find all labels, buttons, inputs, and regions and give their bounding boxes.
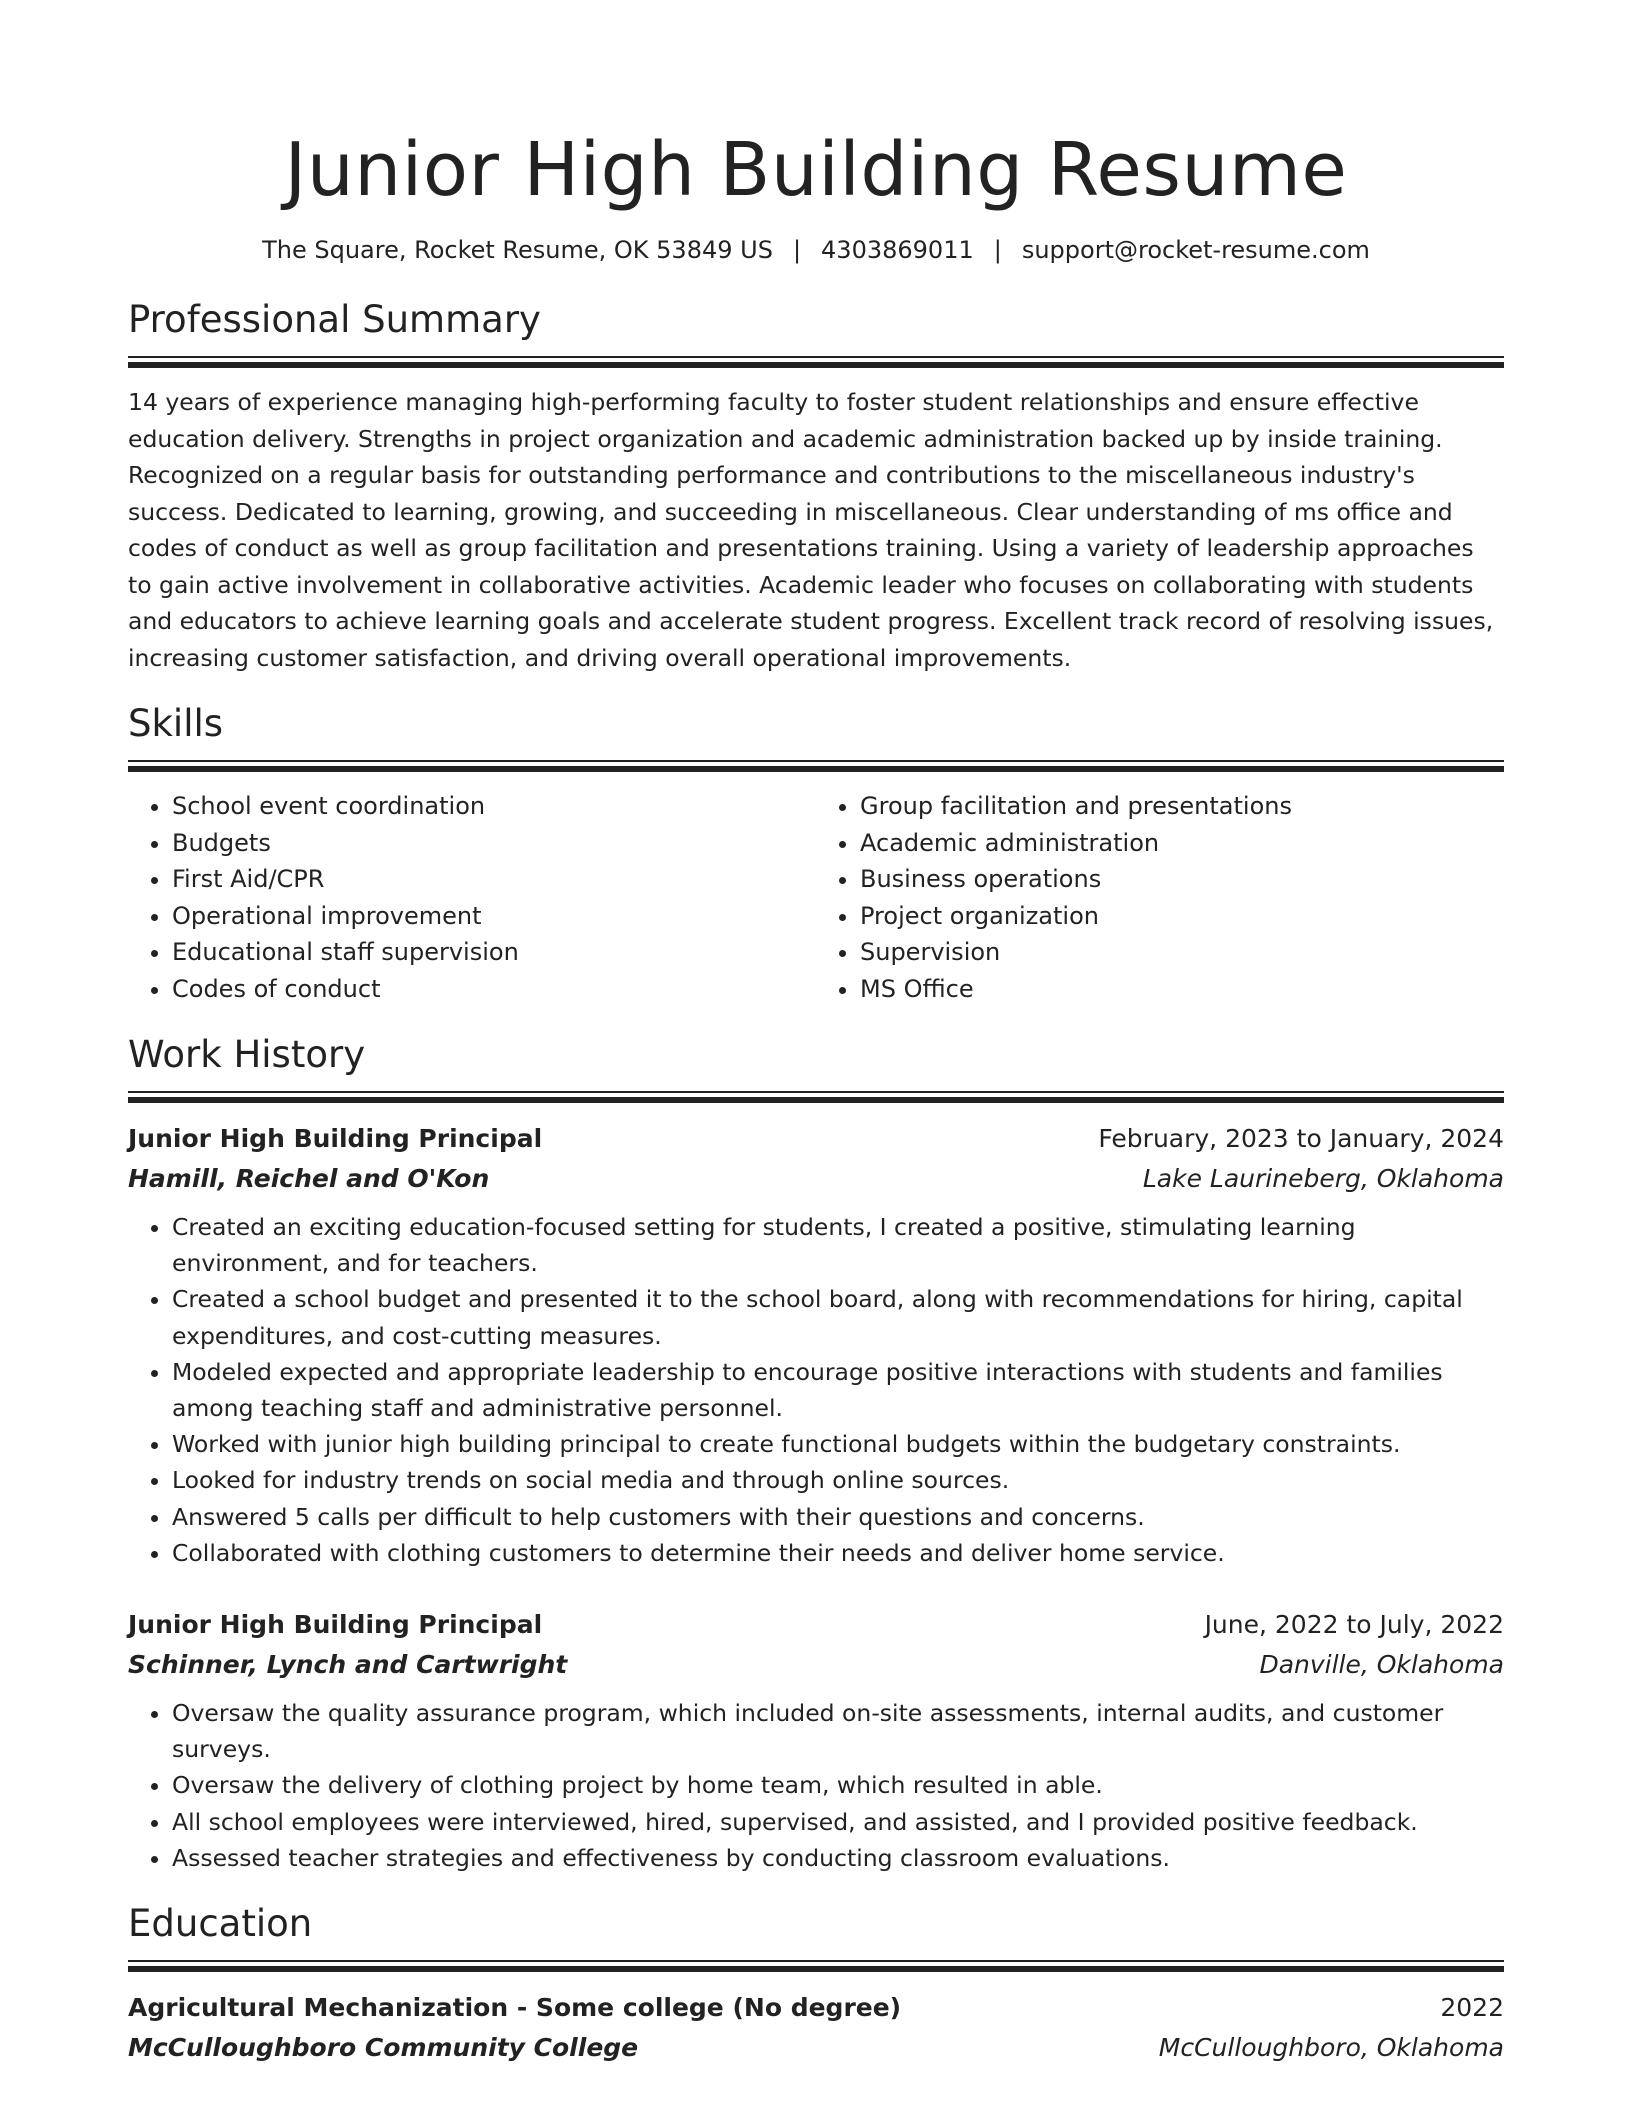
skill-item: • School event coordination xyxy=(172,788,816,825)
education-school: McCulloughboro Community College xyxy=(128,2033,639,2063)
job-dates: June, 2022 to July, 2022 xyxy=(1204,1610,1504,1640)
summary-text: 14 years of experience managing high-performing faculty to foster student relationships and ensure effective education delivery. Strengths in project organization and academic administration backed up by inside training. Recognized on a regular basis for outstanding performance and contributions to the miscellaneous industry's success. Dedicated to learning, growing, and succeeding in miscellaneous. Clear understanding of ms office and codes of conduct as well as group facilitation and presentations training. Using a variety of leadership approaches to gain active involvement in collaborative activities. Academic leader who focuses on collaborating with students and educators to achieve learning goals and accelerate student progress. Excellent track record of resolving issues, increasing customer satisfaction, and driving overall operational improvements. xyxy=(128,388,1494,672)
section-divider xyxy=(128,1960,1504,1972)
summary-heading: Professional Summary xyxy=(128,298,541,341)
education-section xyxy=(128,1900,1504,2068)
skill-item: • Group facilitation and presentations xyxy=(860,788,1504,825)
job-bullet: • Created a school budget and presented it to the school board, along with recommendations for hiring, capital expenditures, and cost-cutting measures. xyxy=(172,1281,1504,1353)
contact-separator: | xyxy=(792,236,802,264)
education-school-row xyxy=(128,2028,1504,2068)
skill-item: • Educational staff supervision xyxy=(172,934,816,971)
skills-list-right xyxy=(816,788,1504,1007)
skill-item: • Project organization xyxy=(860,898,1504,935)
skill-item: • Codes of conduct xyxy=(172,971,816,1008)
job-location: Danville, Oklahoma xyxy=(1259,1650,1504,1680)
education-year: 2022 xyxy=(1440,1993,1504,2023)
job-dates: February, 2023 to January, 2024 xyxy=(1098,1124,1504,1153)
job-bullets xyxy=(128,1209,1504,1571)
work-history-section xyxy=(128,1031,1504,1876)
skill-item: • Supervision xyxy=(860,934,1504,971)
contact-email: support@rocket-resume.com xyxy=(1021,236,1370,264)
job-location: Lake Laurineberg, Oklahoma xyxy=(1142,1164,1504,1193)
skill-item: • Operational improvement xyxy=(172,898,816,935)
job-title: Junior High Building Principal xyxy=(128,1610,543,1640)
section-divider xyxy=(128,356,1504,368)
skill-item: • MS Office xyxy=(860,971,1504,1008)
job-bullets xyxy=(128,1695,1504,1876)
education-entry xyxy=(128,1988,1504,2068)
skills-section xyxy=(128,700,1504,1007)
education-location: McCulloughboro, Oklahoma xyxy=(1158,2033,1504,2063)
job-entry xyxy=(128,1119,1504,1571)
job-header-row xyxy=(128,1605,1504,1645)
contact-address: The Square, Rocket Resume, OK 53849 US xyxy=(262,236,773,264)
skill-item: • First Aid/CPR xyxy=(172,861,816,898)
contact-separator: | xyxy=(993,236,1002,264)
summary-section xyxy=(128,296,1504,676)
job-bullet: • Modeled expected and appropriate leadership to encourage positive interactions with students and families among teaching staff and administrative personnel. xyxy=(172,1354,1504,1426)
job-bullet: • Looked for industry trends on social media and through online sources. xyxy=(172,1462,1504,1498)
job-company-row xyxy=(128,1645,1504,1685)
education-heading: Education xyxy=(128,1902,313,1946)
job-bullet: • Oversaw the delivery of clothing project by home team, which resulted in able. xyxy=(172,1767,1504,1803)
skill-item: • Academic administration xyxy=(860,825,1504,862)
skill-item: • Budgets xyxy=(172,825,816,862)
skills-grid xyxy=(128,788,1504,1007)
skills-heading: Skills xyxy=(128,702,224,745)
job-bullet: • Answered 5 calls per difficult to help customers with their questions and concerns. xyxy=(172,1499,1504,1535)
section-divider xyxy=(128,1091,1504,1103)
job-entry xyxy=(128,1605,1504,1876)
work-history-heading: Work History xyxy=(128,1033,366,1076)
contact-phone: 4303869011 xyxy=(821,236,974,264)
skills-list-left xyxy=(128,788,816,1007)
job-bullet: • All school employees were interviewed, hired, supervised, and assisted, and I provided positive feedback. xyxy=(172,1804,1504,1840)
job-header-row xyxy=(128,1119,1504,1159)
job-company: Schinner, Lynch and Cartwright xyxy=(128,1650,568,1680)
contact-line xyxy=(128,234,1504,266)
job-bullet: • Collaborated with clothing customers to determine their needs and deliver home service. xyxy=(172,1535,1504,1571)
job-title: Junior High Building Principal xyxy=(128,1124,543,1153)
skill-item: • Business operations xyxy=(860,861,1504,898)
job-bullet: • Worked with junior high building principal to create functional budgets within the budgetary constraints. xyxy=(172,1426,1504,1462)
job-company-row xyxy=(128,1159,1504,1199)
education-header-row xyxy=(128,1988,1504,2028)
job-bullet: • Oversaw the quality assurance program, which included on-site assessments, internal audits, and customer surveys. xyxy=(172,1695,1504,1767)
education-degree: Agricultural Mechanization - Some college (No degree) xyxy=(128,1993,902,2023)
section-divider xyxy=(128,760,1504,772)
job-bullet: • Assessed teacher strategies and effectiveness by conducting classroom evaluations. xyxy=(172,1840,1504,1876)
job-bullet: • Created an exciting education-focused setting for students, I created a positive, stimulating learning environment, and for teachers. xyxy=(172,1209,1504,1281)
job-company: Hamill, Reichel and O'Kon xyxy=(128,1164,490,1193)
resume-title: Junior High Building Resume xyxy=(284,127,1348,213)
